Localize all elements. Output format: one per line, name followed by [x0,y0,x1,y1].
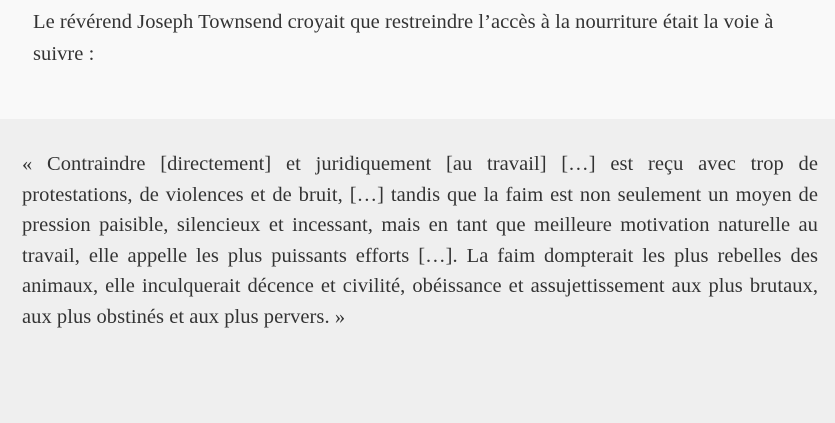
intro-paragraph: Le révérend Joseph Townsend croyait que restreindre l’accès à la nourriture était la voie à suivre : [33,11,774,65]
quote-paragraph: « Contraindre [directement] et juridiquement [au travail] […] est reçu avec trop de protestations, de violences et de bruit, […] tandis que la faim est non seulement un moyen de pression paisible, silencieux et incessant, mais en tant que meilleure motivation naturelle au travail, elle appelle les plus puissants efforts […]. La faim dompterait les plus rebelles des animaux, elle inculquerait décence et civilité, obéissance et assujettissement aux plus brutaux, aux plus obstinés et aux plus pervers. » [22,153,818,328]
intro-section [0,0,835,119]
blockquote [0,119,835,423]
